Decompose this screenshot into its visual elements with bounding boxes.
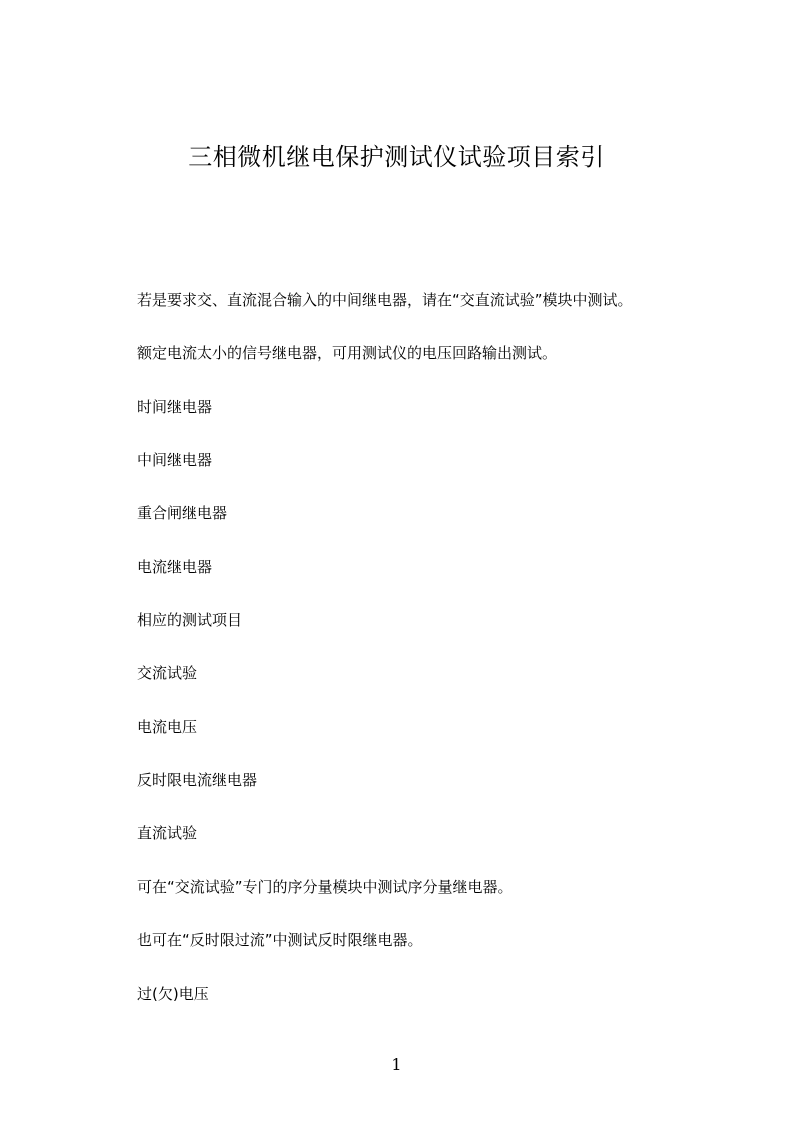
text-line: 交流试验 — [137, 664, 198, 682]
text-line: 也可在“反时限过流”中测试反时限继电器。 — [137, 931, 423, 949]
text-line: 额定电流太小的信号继电器，可用测试仪的电压回路输出测试。 — [137, 344, 558, 362]
text-line: 过(欠)电压 — [137, 985, 209, 1003]
text-line: 中间继电器 — [137, 451, 213, 469]
page-title: 三相微机继电保护测试仪试验项目索引 — [188, 143, 605, 171]
text-line: 相应的测试项目 — [137, 611, 243, 629]
text-line: 可在“交流试验”专门的序分量模块中测试序分量继电器。 — [137, 878, 513, 896]
text-line: 时间继电器 — [137, 398, 213, 416]
text-line: 反时限电流继电器 — [137, 771, 258, 789]
page-number: 1 — [391, 1055, 402, 1074]
text-line: 直流试验 — [137, 824, 198, 842]
text-line: 若是要求交、直流混合输入的中间继电器，请在“交直流试验”模块中测试。 — [137, 291, 633, 309]
text-line: 重合闸继电器 — [137, 504, 228, 522]
text-line: 电流继电器 — [137, 558, 213, 576]
text-line: 电流电压 — [137, 718, 198, 736]
